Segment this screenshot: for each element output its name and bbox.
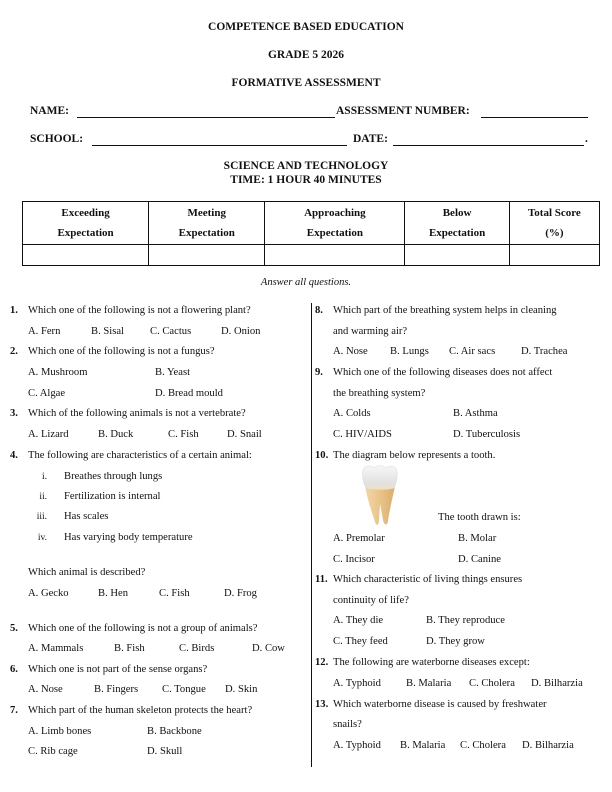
question-number: 7. — [10, 705, 18, 716]
question-text: Which waterborne disease is caused by freshwater — [333, 699, 547, 710]
score-table — [22, 201, 600, 266]
option-a[interactable]: A. Colds — [333, 408, 371, 419]
below-score-cell[interactable] — [405, 245, 509, 266]
option-b[interactable]: B. Duck — [98, 429, 134, 440]
name-label: NAME: — [30, 105, 69, 117]
option-a[interactable]: A. Lizard — [28, 429, 69, 440]
name-field[interactable] — [77, 117, 335, 118]
question-number: 9. — [315, 367, 323, 378]
column-divider — [311, 303, 312, 767]
col-below-expectation: Below Expectation — [405, 202, 509, 245]
characteristic-item: Breathes through lungs — [64, 471, 163, 482]
question-text: Which one of the following diseases does not affect — [333, 367, 553, 378]
school-field[interactable] — [92, 145, 347, 146]
option-c[interactable]: C. Algae — [28, 388, 66, 399]
exceeding-score-cell[interactable] — [23, 245, 149, 266]
option-a[interactable]: A. Typhoid — [333, 678, 381, 689]
characteristic-item: Has varying body temperature — [64, 532, 193, 543]
question-text: Which part of the human skeleton protects the heart? — [28, 705, 253, 716]
option-b[interactable]: B. Malaria — [406, 678, 452, 689]
option-d[interactable]: D. Canine — [458, 554, 501, 565]
option-d[interactable]: D. Skin — [225, 684, 258, 695]
option-b[interactable]: B. Fish — [114, 643, 145, 654]
option-d[interactable]: D. Bread mould — [155, 388, 223, 399]
question-text: Which of the following animals is not a vertebrate? — [28, 408, 246, 419]
option-c[interactable]: C. HIV/AIDS — [333, 429, 392, 440]
question-text: Which one of the following is not a fungus? — [28, 346, 215, 357]
option-b[interactable]: B. Yeast — [155, 367, 191, 378]
option-b[interactable]: B. Lungs — [390, 346, 429, 357]
option-c[interactable]: C. Fish — [168, 429, 199, 440]
option-c[interactable]: C. Air sacs — [449, 346, 496, 357]
list-numeral: iii. — [36, 512, 47, 522]
question-text: The following are waterborne diseases except: — [333, 657, 530, 668]
grade-title: GRADE 5 2026 — [267, 49, 345, 61]
option-d[interactable]: D. Tuberculosis — [453, 429, 521, 440]
option-a[interactable]: A. Nose — [28, 684, 63, 695]
question-number: 10. — [315, 450, 329, 461]
molar-tooth-icon — [359, 464, 401, 528]
question-number: 8. — [315, 305, 323, 316]
option-d[interactable]: D. Bilharzia — [522, 740, 574, 751]
col-approaching-expectation: Approaching Expectation — [265, 202, 405, 245]
followup-question: The tooth drawn is: — [438, 512, 521, 523]
question-number: 3. — [10, 408, 18, 419]
time-allowed: TIME: 1 HOUR 40 MINUTES — [230, 174, 382, 186]
school-label: SCHOOL: — [30, 133, 84, 145]
header-title: COMPETENCE BASED EDUCATION — [208, 21, 404, 33]
question-text: Which characteristic of living things ensures — [333, 574, 523, 585]
question-number: 2. — [10, 346, 18, 357]
option-c[interactable]: C. Cholera — [469, 678, 515, 689]
option-c[interactable]: C. Cactus — [150, 326, 192, 337]
option-a[interactable]: A. They die — [333, 615, 384, 626]
question-text: The following are characteristics of a certain animal: — [28, 450, 252, 461]
option-b[interactable]: B. Malaria — [400, 740, 446, 751]
subject-title: SCIENCE AND TECHNOLOGY — [223, 160, 389, 172]
list-numeral: ii. — [39, 492, 47, 502]
list-numeral: iv. — [37, 533, 47, 543]
approaching-score-cell[interactable] — [265, 245, 405, 266]
option-d[interactable]: D. Trachea — [521, 346, 568, 357]
assessment-type-title: FORMATIVE ASSESSMENT — [231, 77, 381, 89]
question-text-cont: the breathing system? — [333, 388, 426, 399]
option-a[interactable]: A. Nose — [333, 346, 368, 357]
instruction-text: Answer all questions. — [260, 277, 352, 288]
question-number: 13. — [315, 699, 329, 710]
assessment-number-field[interactable] — [481, 117, 588, 118]
question-text: Which one of the following is not a group of animals? — [28, 623, 258, 634]
option-c[interactable]: C. Tongue — [162, 684, 206, 695]
option-b[interactable]: B. Sisal — [91, 326, 124, 337]
option-d[interactable]: D. Snail — [227, 429, 262, 440]
date-trailing-dot: . — [585, 133, 588, 145]
option-c[interactable]: C. Fish — [159, 588, 190, 599]
score-table-header-row — [23, 202, 600, 245]
date-field[interactable] — [393, 145, 584, 146]
option-c[interactable]: C. Incisor — [333, 554, 375, 565]
question-text: Which one of the following is not a flowering plant? — [28, 305, 251, 316]
option-a[interactable]: A. Mammals — [28, 643, 84, 654]
question-text-cont: and warming air? — [333, 326, 408, 337]
question-number: 6. — [10, 664, 18, 675]
option-a[interactable]: A. Mushroom — [28, 367, 88, 378]
question-text-cont: continuity of life? — [333, 595, 409, 606]
option-c[interactable]: C. Rib cage — [28, 746, 78, 757]
option-c[interactable]: C. Cholera — [460, 740, 506, 751]
option-b[interactable]: B. Molar — [458, 533, 497, 544]
option-a[interactable]: A. Typhoid — [333, 740, 381, 751]
question-number: 1. — [10, 305, 18, 316]
option-d[interactable]: D. They grow — [426, 636, 485, 647]
option-c[interactable]: C. They feed — [333, 636, 388, 647]
option-d[interactable]: D. Onion — [221, 326, 261, 337]
option-b[interactable]: B. Backbone — [147, 726, 202, 737]
option-a[interactable]: A. Fern — [28, 326, 61, 337]
col-total-score: Total Score (%) — [509, 202, 599, 245]
question-number: 11. — [315, 574, 328, 585]
option-c[interactable]: C. Birds — [179, 643, 215, 654]
question-text: Which one is not part of the sense organs? — [28, 664, 208, 675]
question-number: 12. — [315, 657, 329, 668]
option-d[interactable]: D. Frog — [224, 588, 257, 599]
score-table-value-row — [23, 245, 600, 266]
question-number: 5. — [10, 623, 18, 634]
characteristic-item: Fertilization is internal — [64, 491, 161, 502]
option-a[interactable]: A. Limb bones — [28, 726, 92, 737]
option-a[interactable]: A. Gecko — [28, 588, 69, 599]
question-text: The diagram below represents a tooth. — [333, 450, 496, 461]
option-b[interactable]: B. Hen — [98, 588, 129, 599]
characteristic-item: Has scales — [64, 511, 109, 522]
total-score-cell[interactable] — [509, 245, 599, 266]
assessment-number-label: ASSESSMENT NUMBER: — [336, 105, 470, 117]
question-text: Which part of the breathing system helps in cleaning — [333, 305, 557, 316]
option-b[interactable]: B. Asthma — [453, 408, 498, 419]
date-label: DATE: — [353, 133, 388, 145]
option-d[interactable]: D. Cow — [252, 643, 285, 654]
question-number: 4. — [10, 450, 18, 461]
meeting-score-cell[interactable] — [149, 245, 265, 266]
col-meeting-expectation: Meeting Expectation — [149, 202, 265, 245]
question-text-cont: snails? — [333, 719, 362, 730]
option-d[interactable]: D. Skull — [147, 746, 183, 757]
list-numeral: i. — [41, 472, 47, 482]
option-d[interactable]: D. Bilharzia — [531, 678, 583, 689]
followup-question: Which animal is described? — [28, 567, 146, 578]
option-a[interactable]: A. Premolar — [333, 533, 385, 544]
option-b[interactable]: B. They reproduce — [426, 615, 505, 626]
option-b[interactable]: B. Fingers — [94, 684, 139, 695]
col-exceeding-expectation: Exceeding Expectation — [23, 202, 149, 245]
